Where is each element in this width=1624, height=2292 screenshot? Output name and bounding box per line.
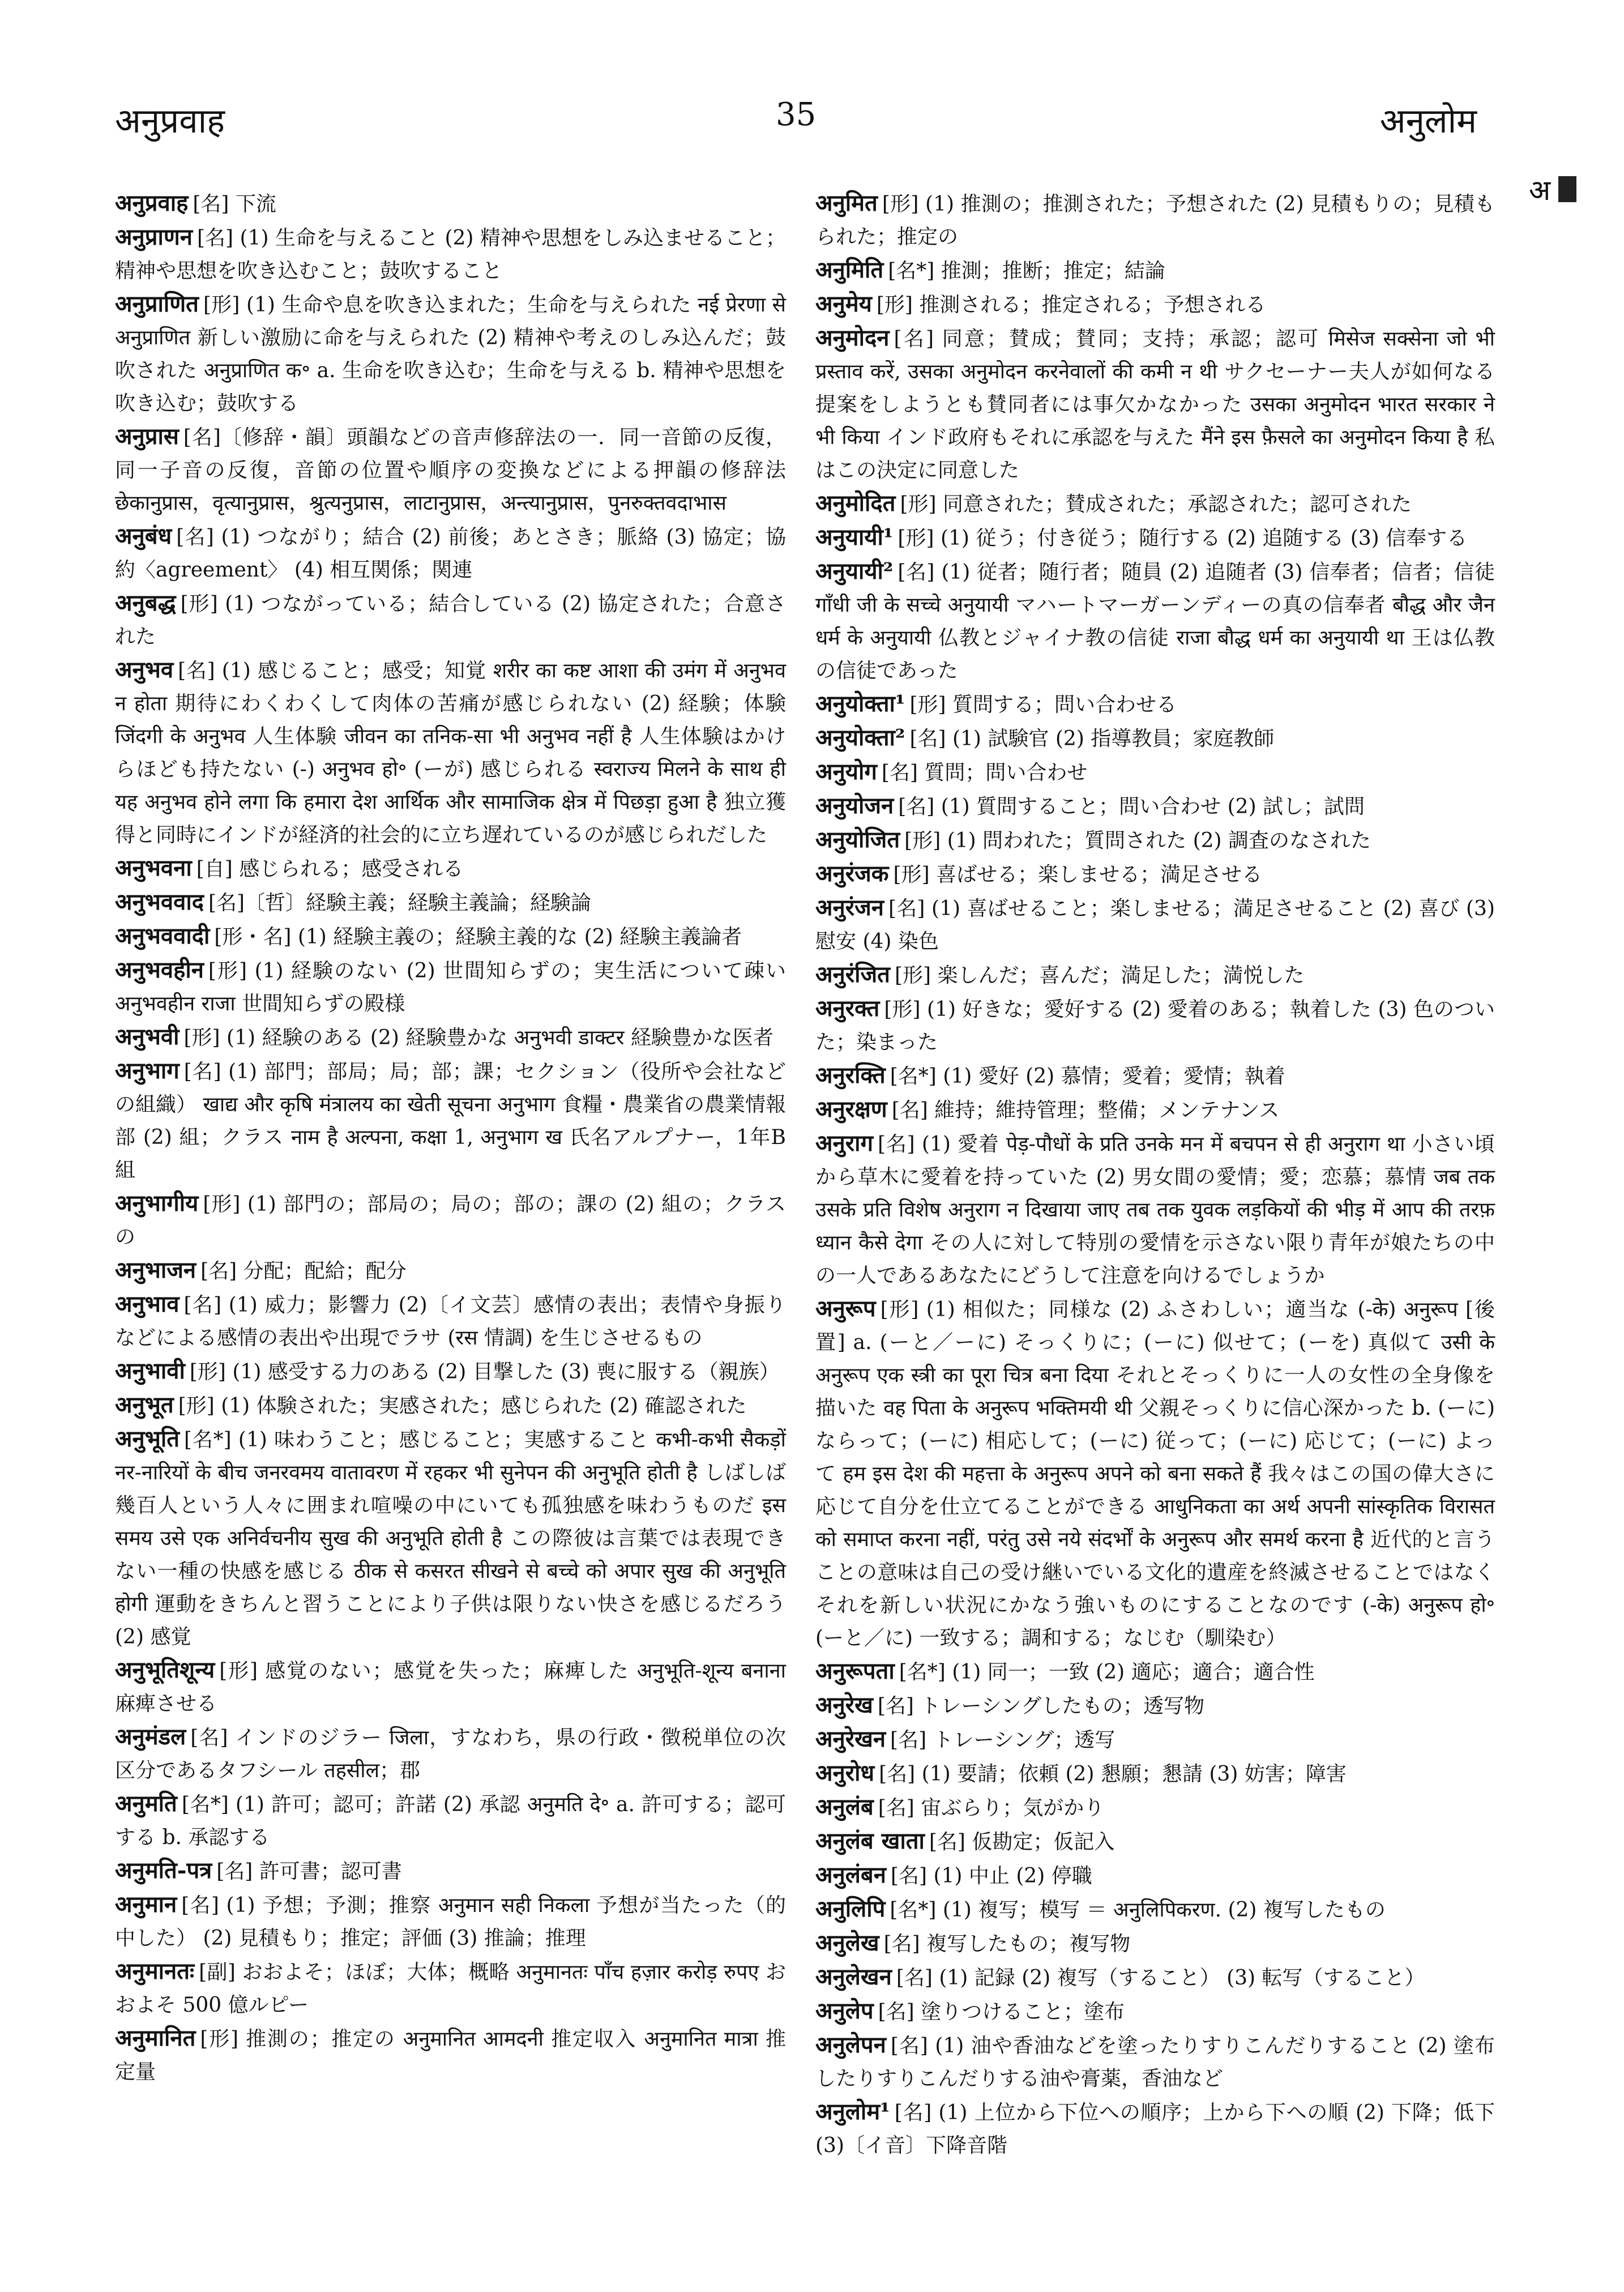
entry-headword: अनुरूपता: [815, 1658, 895, 1684]
entry-headword: अनुमिति: [815, 257, 884, 283]
entry-headword: अनुप्रवाह: [115, 190, 189, 216]
entry-definition: [名] (1) 愛着 पेड़-पौधों के प्रति उनके मन में बचपन से ही अनुराग था 小さい頃から草木に愛着を持っていた (2) 男女間の愛情；愛；恋慕；慕情 जब तक उसके प्रति विशेष अनुराग न दिखाया जाए तब तक युवक लड़कियों की भीड़ में आप की तरफ़ ध्यान कैसे देगा その人に対して特別の愛情を示さない限り青年が娘たちの中の一人であるあなたにどうして注意を向けるでしょうか: [815, 1133, 1495, 1287]
entry-headword: अनुयायी¹: [815, 524, 894, 550]
entry-definition: [名] 同意；賛成；賛同；支持；承認；認可 मिसेज सक्सेना जो भी प्रस्ताव करें, उसका अनुमोदन करनेवालों की कमी न थी サクセーナー夫人が如何なる提案をしようとも賛同者には事欠かなかった उसका अनुमोदन भारत सरकार ने भी किया インド政府もそれに承認を与えた मैंने इस फ़ैसले का अनुमोदन किया है 私はこの決定に同意した: [815, 327, 1495, 482]
entry-headword: अनुयायी²: [815, 558, 894, 584]
entry-definition: [名] (1) 記録 (2) 複写（すること） (3) 転写（すること）: [896, 1966, 1425, 1990]
entry-definition: [名]〔修辞・韻〕頭韻などの音声修辞法の一．同一音節の反復，同一子音の反復，音節の位置や順序の変換などによる押韻の修辞法 छेकानुप्रास，वृत्यानुप्रास，श्रुत्यनुप्रास，लाटानुप्रास，अन्त्यानुप्रास，पुनरुक्तवदाभास: [115, 426, 786, 515]
entry-headword: अनुभूत: [115, 1392, 174, 1418]
dictionary-entry: [815, 1995, 1495, 2029]
entry-definition: [名] (1) 感じること；感受；知覚 शरीर का कष्ट आशा की उमंग में अनुभव न होता 期待にわくわくして肉体の苦痛が感じられない (2) 経験；体験 जिंदगी के अनुभव 人生体験 जीवन का तनिक-सा भी अनुभव नहीं है 人生体験はかけらほども持たない (-) अनुभव हो॰ (ーが) 感じられる स्वराज्य मिलने के साथ ही यह अनुभव होने लगा कि हमारा देश आर्थिक और सामाजिक क्षेत्र में पिछड़ा हुआ है 独立獲得と同時にインドが経済的社会的に立ち遅れているのが感じられだした: [115, 659, 786, 847]
entry-headword: अनुराग: [815, 1130, 873, 1156]
entry-headword: अनुलिपि: [815, 1896, 886, 1922]
thumb-index-marker: [1558, 176, 1576, 202]
entry-definition: [名*] (1) 同一；一致 (2) 適応；適合；適合性: [899, 1661, 1315, 1684]
entry-headword: अनुयोक्ता¹: [815, 690, 905, 717]
dictionary-entry: [115, 221, 786, 288]
dictionary-entry: [815, 1059, 1495, 1093]
dictionary-entry: [115, 1254, 786, 1288]
dictionary-entry: [115, 2022, 786, 2089]
entry-headword: अनुमानतः: [115, 1958, 195, 1984]
dictionary-entry: [115, 654, 786, 852]
dictionary-entry: [815, 857, 1495, 891]
entry-headword: अनुमेय: [815, 291, 872, 317]
dictionary-entry: [815, 1757, 1495, 1791]
entry-definition: [名] 塗りつけること；塗布: [878, 2000, 1125, 2024]
dictionary-entry: [115, 1288, 786, 1355]
entry-definition: [名*] (1) 愛好 (2) 慕情；愛着；愛情；執着: [890, 1065, 1285, 1088]
entry-definition: [名] (1) 喜ばせること；楽しませる；満足させること (2) 喜び (3) 慰安 (4) 染色: [815, 897, 1495, 953]
thumb-index: [1529, 170, 1576, 208]
entry-headword: अनुभाग: [115, 1057, 180, 1084]
entry-definition: [名] 下流: [193, 193, 276, 216]
entry-definition: [形] (1) 推測の；推測された；予想された (2) 見積もりの；見積もられた；推定の: [815, 193, 1495, 249]
entry-headword: अनुयोजित: [815, 826, 900, 853]
entry-headword: अनुलेखन: [815, 1964, 892, 1990]
entry-headword: अनुलेख: [815, 1930, 879, 1956]
entry-definition: [名]〔哲〕経験主義；経験主義論；経験論: [208, 891, 592, 915]
entry-headword: अनुयोजन: [815, 792, 894, 819]
entry-headword: अनुरेखन: [815, 1726, 886, 1752]
entry-headword: अनुप्राणित: [115, 291, 199, 317]
entry-definition: [形] (1) 感受する力のある (2) 目撃した (3) 喪に服する（親族）: [189, 1360, 780, 1384]
dictionary-entry: [815, 555, 1495, 688]
entry-headword: अनुभावी: [115, 1358, 185, 1384]
entry-definition: [形] (1) 経験のない (2) 世間知らずの；実生活について疎い अनुभवहीन राजा 世間知らずの殿様: [115, 959, 786, 1015]
entry-definition: [形] (1) つながっている；結合している (2) 協定された；合意された: [115, 592, 786, 648]
dictionary-entry: [115, 1955, 786, 2022]
entry-headword: अनुरक्षण: [815, 1096, 887, 1122]
entry-headword: अनुलंब: [815, 1794, 874, 1820]
dictionary-entry: [115, 187, 786, 221]
entry-headword: अनुलोम¹: [815, 2098, 890, 2125]
entry-headword: अनुरंजक: [815, 860, 889, 887]
dictionary-entry: [115, 587, 786, 654]
dictionary-entry: [115, 1355, 786, 1389]
entry-headword: अनुरेख: [815, 1692, 873, 1718]
entry-definition: [形] (1) 問われた；質問された (2) 調査のなされた: [904, 829, 1371, 852]
dictionary-entry: [815, 1893, 1495, 1927]
entry-headword: अनुलेप: [815, 1998, 874, 2024]
entry-headword: अनुप्रास: [115, 423, 179, 450]
entry-definition: [形・名] (1) 経験主義の；経験主義的な (2) 経験主義論者: [214, 925, 742, 949]
entry-headword: अनुभागीय: [115, 1190, 199, 1217]
dictionary-entry: [115, 420, 786, 520]
entry-headword: अनुरक्त: [815, 995, 880, 1022]
dictionary-entry: [815, 722, 1495, 756]
entry-headword: अनुमानित: [115, 2025, 196, 2051]
entry-definition: [形] 質問する；問い合わせる: [909, 693, 1177, 716]
dictionary-entry: [115, 886, 786, 920]
entry-headword: अनुमित: [815, 190, 878, 216]
entry-definition: [名*] (1) 味わうこと；感じること；実感すること कभी-कभी सैकड़ों नर-नारियों के बीच जनरवमय वातावरण में रहकर भी सुनेपन की अनुभूति होती है しばしば幾百人という人々に囲まれ喧噪の中にいても孤独感を味わうものだ इस समय उसे एक अनिर्वचनीय सुख की अनुभूति होती है この際彼は言葉では表現できない一種の快感を感じる ठीक से कसरत सीखने से बच्चे को अपार सुख की अनुभूति होगी 運動をきちんと習うことにより子供は限りない快さを感じるだろう (2) 感覚: [115, 1428, 786, 1649]
entry-headword: अनुरोध: [815, 1760, 875, 1786]
entry-headword: अनुप्राणन: [115, 224, 193, 250]
entry-headword: अनुभवी: [115, 1023, 180, 1050]
running-head-first-word: अनुप्रवाह: [115, 101, 225, 141]
dictionary-entry: [815, 992, 1495, 1059]
entry-definition: [名] 宙ぶらり；気がかり: [878, 1796, 1105, 1820]
dictionary-entry: [115, 1787, 786, 1854]
entry-headword: अनुयोग: [815, 758, 877, 785]
dictionary-entry: [115, 288, 786, 420]
entry-headword: अनुरंजन: [815, 894, 884, 921]
entry-definition: [名] トレーシングしたもの；透写物: [877, 1695, 1205, 1718]
dictionary-entry: [815, 1859, 1495, 1893]
entry-definition: [名] (1) 油や香油などを塗ったりすりこんだりすること (2) 塗布したりすりこんだりする油や膏薬，香油など: [815, 2034, 1495, 2090]
entry-headword: अनुलेपन: [815, 2031, 886, 2058]
entry-definition: [名] 仮勘定；仮記入: [929, 1830, 1115, 1854]
entry-definition: [名] (1) 生命を与えること (2) 精神や思想をしみ込ませること；精神や思想を吹き込むこと；鼓吹すること: [115, 227, 786, 283]
entry-definition: [名] (1) つながり；結合 (2) 前後；あとさき；脈絡 (3) 協定；協約〈agreement〉 (4) 相互関係；関連: [115, 526, 786, 582]
entry-definition: [形] 喜ばせる；楽しませる；満足させる: [893, 863, 1263, 886]
dictionary-entry: [115, 852, 786, 886]
entry-definition: [自] 感じられる；感受される: [196, 857, 464, 881]
entry-headword: अनुमति: [115, 1790, 177, 1817]
dictionary-entry: [115, 1888, 786, 1955]
entry-definition: [名] (1) 部門；部局；局；部；課；セクション（役所や会社などの組織） खाद्य और कृषि मंत्रालय का खेती सूचना अनुभाग 食糧・農業省の農業情報部 (2) 組；クラス नाम है अल्पना, कक्षा 1, अनुभाग ख 氏名アルプナー，1年B組: [115, 1060, 786, 1182]
entry-headword: अनुरूप: [815, 1295, 876, 1322]
entry-headword: अनुलंबन: [815, 1862, 886, 1888]
dictionary-entry: [815, 756, 1495, 789]
entry-headword: अनुमान: [115, 1891, 177, 1918]
entry-headword: अनुभवहीन: [115, 957, 204, 983]
entry-headword: अनुमोदन: [815, 325, 890, 351]
entry-headword: अनुयोक्ता²: [815, 724, 905, 751]
dictionary-entry: [815, 1825, 1495, 1859]
entry-definition: [形] (1) 好きな；愛好する (2) 愛着のある；執着した (3) 色のついた；染まった: [815, 998, 1495, 1054]
dictionary-entry: [115, 1187, 786, 1254]
thumb-index-letter: अ: [1529, 174, 1551, 207]
entry-definition: [形] (1) 相似た；同様な (2) ふさわしい；適当な (-के) अनुरूप [後置] a. (ーと／ーに) そっくりに；(ーに) 似せて；(ーを) 真似て उसी के अनुरूप एक स्त्री का पूरा चित्र बना दिया それとそっくりに一人の女性の全身像を描いた वह पिता के अनुरूप भक्तिमयी थी 父親そっくりに信心深かった b. (ーに) ならって；(ーに) 相応して；(ーに) 従って；(ーに) 応じて；(ーに) よって हम इस देश की महत्ता के अनुरूप अपने को बना सकते हैं 我々はこの国の偉大さに応じて自分を仕立てることができる आधुनिकता का अर्थ अपनी सांस्कृतिक विरासत को समाप्त करना नहीं, परंतु उसे नये संदर्भों के अनुरूप और समर्थ करना है 近代的と言うことの意味は自己の受け継いでいる文化的遺産を終滅させることではなくそれを新しい状況にかなう強いものにすることなのです (-के) अनुरूप हो॰ (ーと／に) 一致する；調和する；なじむ（馴染む）: [815, 1298, 1495, 1650]
entry-headword: अनुबंध: [115, 523, 172, 549]
dictionary-entry: [815, 688, 1495, 722]
entry-headword: अनुरंजित: [815, 961, 890, 988]
dictionary-entry: [815, 1791, 1495, 1825]
dictionary-entry: [815, 1127, 1495, 1292]
entry-definition: [名] 質問；問い合わせ: [881, 761, 1088, 784]
dictionary-entry: [815, 1927, 1495, 1961]
entry-definition: [名*] (1) 複写；模写 ＝ अनुलिपिकरण. (2) 複写したもの: [890, 1898, 1386, 1922]
entry-definition: [名] (1) 威力；影響力 (2)〔イ文芸〕感情の表出；表情や身振りなどによる感情の表出や出現でラサ (रस 情調) を生じさせるもの: [115, 1294, 786, 1350]
entry-definition: [副] おおよそ；ほぼ；大体；概略 अनुमानतः पाँच हज़ार करोड़ रुपए おおよそ 500 億ルピー: [115, 1961, 786, 2017]
entry-definition: [名] (1) 試験官 (2) 指導教員；家庭教師: [909, 727, 1275, 750]
entry-definition: [形] (1) 経験のある (2) 経験豊かな अनुभवी डाक्टर 経験豊かな医者: [183, 1026, 773, 1049]
dictionary-entry: [115, 1055, 786, 1187]
entry-definition: [名] 複写したもの；複写物: [883, 1932, 1131, 1956]
entry-headword: अनुभाजन: [115, 1257, 196, 1283]
entry-definition: [形] (1) 生命や息を吹き込まれた；生命を与えられた नई प्रेरणा से अनुप्राणित 新しい激励に命を与えられた (2) 精神や考えのしみ込んだ；鼓吹された अनुप्राणित क॰ a. 生命を吹き込む；生命を与える b. 精神や思想を吹き込む；鼓吹する: [115, 293, 787, 415]
dictionary-entry: [815, 322, 1495, 487]
entry-headword: अनुमति-पत्र: [115, 1857, 212, 1884]
entry-headword: अनुबद्ध: [115, 590, 176, 616]
dictionary-entry: [815, 487, 1495, 521]
dictionary-entry: [815, 958, 1495, 992]
entry-definition: [名*] (1) 許可；認可；許諾 (2) 承認 अनुमति दे॰ a. 許可する；認可する b. 承認する: [115, 1793, 786, 1849]
entry-definition: [名] (1) 従者；随行者；随員 (2) 追随者 (3) 信奉者；信者；信徒 गाँधी जी के सच्चे अनुयायी マハートマーガーンディーの真の信奉者 बौद्ध और जैन धर्म के अनुयायी 仏教とジャイナ教の信徒 राजा बौद्ध धर्म का अनुयायी था 王は仏教の信徒であった: [815, 561, 1495, 682]
entry-headword: अनुभववाद: [115, 889, 204, 915]
entry-definition: [名] トレーシング；透写: [890, 1728, 1116, 1752]
entry-headword: अनुभवना: [115, 855, 192, 881]
entry-headword: अनुभववादी: [115, 923, 210, 949]
entry-headword: अनुभूतिशून्य: [115, 1657, 215, 1683]
entry-headword: अनुमंडल: [115, 1723, 186, 1750]
dictionary-entry: [815, 2095, 1495, 2162]
dictionary-entry: [115, 520, 786, 587]
entry-headword: अनुलंब खाता: [815, 1828, 925, 1854]
entry-definition: [形] (1) 体験された；実感された；感じられた (2) 確認された: [178, 1394, 747, 1418]
entry-definition: [形] 推測の；推定の अनुमानित आमदनी 推定収入 अनुमानित मात्रा 推定量: [115, 2028, 786, 2084]
entry-headword: अनुमोदित: [815, 490, 896, 517]
dictionary-entry: [815, 187, 1495, 254]
entry-definition: [形] 同意された；賛成された；承認された；認可された: [900, 493, 1412, 516]
dictionary-entry: [115, 1854, 786, 1888]
dictionary-entry: [115, 1021, 786, 1055]
entry-headword: अनुरक्ति: [815, 1062, 886, 1089]
dictionary-entry: [815, 1723, 1495, 1757]
entry-definition: [名] (1) 上位から下位への順序；上から下への順 (2) 下降；低下 (3)〔イ音〕下降音階: [815, 2101, 1495, 2157]
dictionary-entry: [815, 1292, 1495, 1655]
dictionary-entry: [815, 891, 1495, 958]
dictionary-entry: [815, 1093, 1495, 1127]
entry-definition: [形] 楽しんだ；喜んだ；満足した；満悦した: [894, 964, 1305, 987]
entry-definition: [名] (1) 要請；依頼 (2) 懇願；懇請 (3) 妨害；障害: [879, 1762, 1347, 1786]
entry-definition: [名] インドのジラー जिला，すなわち，県の行政・徴税単位の次区分であるタフシール तहसील；郡: [115, 1726, 786, 1782]
entry-definition: [形] 感覚のない；感覚を失った；麻痺した अनुभूति-शून्य बनाना 麻痺させる: [115, 1659, 786, 1715]
dictionary-entry: [815, 789, 1495, 823]
entry-headword: अनुभूति: [115, 1425, 180, 1452]
dictionary-entry: [115, 920, 786, 954]
right-column: [815, 187, 1495, 2162]
dictionary-entry: [115, 1389, 786, 1423]
page-number: 35: [776, 96, 817, 133]
entry-definition: [名] 維持；維持管理；整備；メンテナンス: [891, 1099, 1280, 1122]
dictionary-entry: [815, 1689, 1495, 1723]
dictionary-entry: [815, 521, 1495, 555]
dictionary-entry: [815, 1655, 1495, 1689]
entry-definition: [名] 許可書；認可書: [216, 1860, 402, 1883]
dictionary-entry: [815, 288, 1495, 322]
entry-definition: [名*] 推測；推断；推定；結論: [888, 259, 1165, 283]
entry-headword: अनुभव: [115, 656, 174, 683]
dictionary-entry: [115, 1721, 786, 1787]
dictionary-entry: [115, 1423, 786, 1654]
entry-definition: [名] (1) 中止 (2) 停職: [890, 1864, 1092, 1888]
entry-definition: [形] 推測される；推定される；予想される: [876, 293, 1266, 317]
left-column: [115, 187, 786, 2089]
entry-definition: [名] (1) 質問すること；問い合わせ (2) 試し；試問: [898, 795, 1365, 818]
entry-headword: अनुभाव: [115, 1291, 180, 1317]
entry-definition: [形] (1) 部門の；部局の；局の；部の；課の (2) 組の；クラスの: [115, 1193, 786, 1249]
dictionary-entry: [815, 254, 1495, 288]
dictionary-entry: [115, 954, 786, 1021]
entry-definition: [形] (1) 従う；付き従う；随行する (2) 追随する (3) 信奉する: [898, 527, 1468, 550]
entry-definition: [名] (1) 予想；予測；推察 अनुमान सही निकला 予想が当たった（的中した） (2) 見積もり；推定；評価 (3) 推論；推理: [115, 1894, 786, 1950]
dictionary-entry: [815, 823, 1495, 857]
dictionary-entry: [115, 1654, 786, 1721]
entry-definition: [名] 分配；配給；配分: [200, 1260, 407, 1283]
running-head-last-word: अनुलोम: [1379, 101, 1477, 141]
dictionary-entry: [815, 1961, 1495, 1995]
dictionary-entry: [815, 2029, 1495, 2095]
